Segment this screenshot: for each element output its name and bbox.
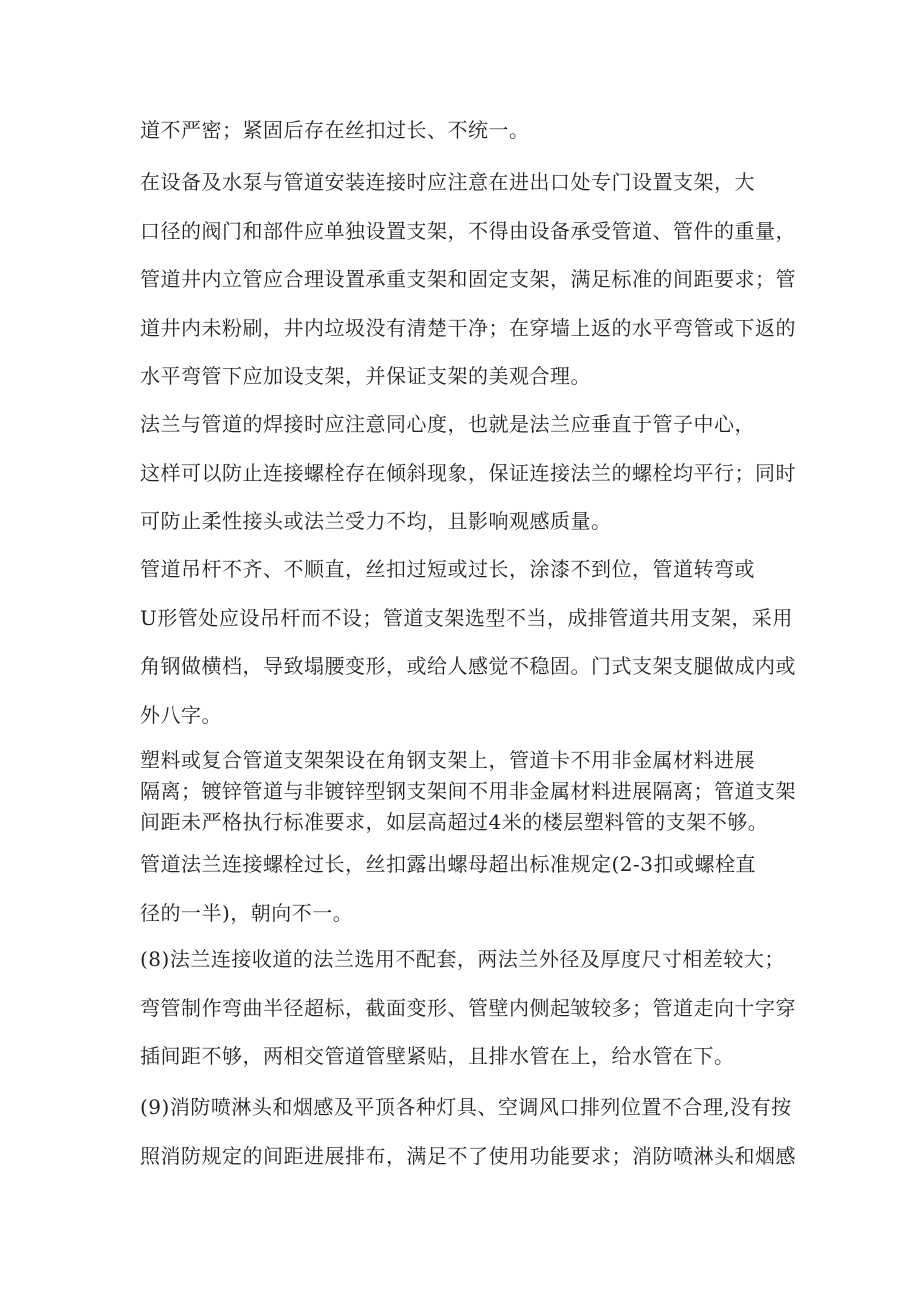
- paragraph-flange-bolts: 管道法兰连接螺栓过长，丝扣露出螺母超出标准规定(2-3扣或螺栓直 径的一半)，朝向不一。: [140, 852, 757, 925]
- paragraph-item-8: (8)法兰连接收道的法兰选用不配套，两法兰外径及厚度尺寸相差较大； 弯管制作弯曲半径超标，截面变形、管壁内侧起皱较多；管道走向十字穿 插间距不够，两相交管道管壁紧贴，且排水管在上，给水管在下。: [140, 947, 796, 1068]
- paragraph-flange-welding: 法兰与管道的焊接时应注意同心度，也就是法兰应垂直于管子中心， 这样可以防止连接螺栓存在倾斜现象，保证连接法兰的螺栓均平行；同时 可防止柔性接头或法兰受力不均，且影响观感质量。: [140, 412, 796, 533]
- paragraph-plastic-pipe-supports: 塑料或复合管道支架架设在角钢支架上，管道卡不用非金属材料进展 隔离；镀锌管道与非镀锌型钢支架间不用非金属材料进展隔离；管道支架 间距未严格执行标准要求，如层高超过4米的楼层塑料管的支架不够。: [140, 748, 796, 834]
- paragraph-equipment-supports: 在设备及水泵与管道安装连接时应注意在进出口处专门设置支架，大 口径的阀门和部件应单独设置支架，不得由设备承受管道、管件的重量， 管道井内立管应合理设置承重支架和固定支架，满足标准的间距要求；管 道井内未粉刷，井内垃圾没有清楚干净；在穿墙上返的水平弯管或下返的 水平弯管下应加设支架，并保证支架的美观合理。: [140, 170, 796, 388]
- paragraph-hanger-rods: 管道吊杆不齐、不顺直，丝扣过短或过长，涂漆不到位，管道转弯或 U形管处应设吊杆而不设；管道支架选型不当，成排管道共用支架，采用 角钢做横档，导致塌腰变形，或给人感觉不稳固。门式支架支腿做成内或 外八字。: [140, 557, 796, 727]
- paragraph-item-9: (9)消防喷淋头和烟感及平顶各种灯具、空调风口排列位置不合理,没有按 照消防规定的间距进展排布，满足不了使用功能要求；消防喷淋头和烟感: [140, 1095, 796, 1168]
- paragraph-continuation: 道不严密；紧固后存在丝扣过长、不统一。: [140, 118, 530, 142]
